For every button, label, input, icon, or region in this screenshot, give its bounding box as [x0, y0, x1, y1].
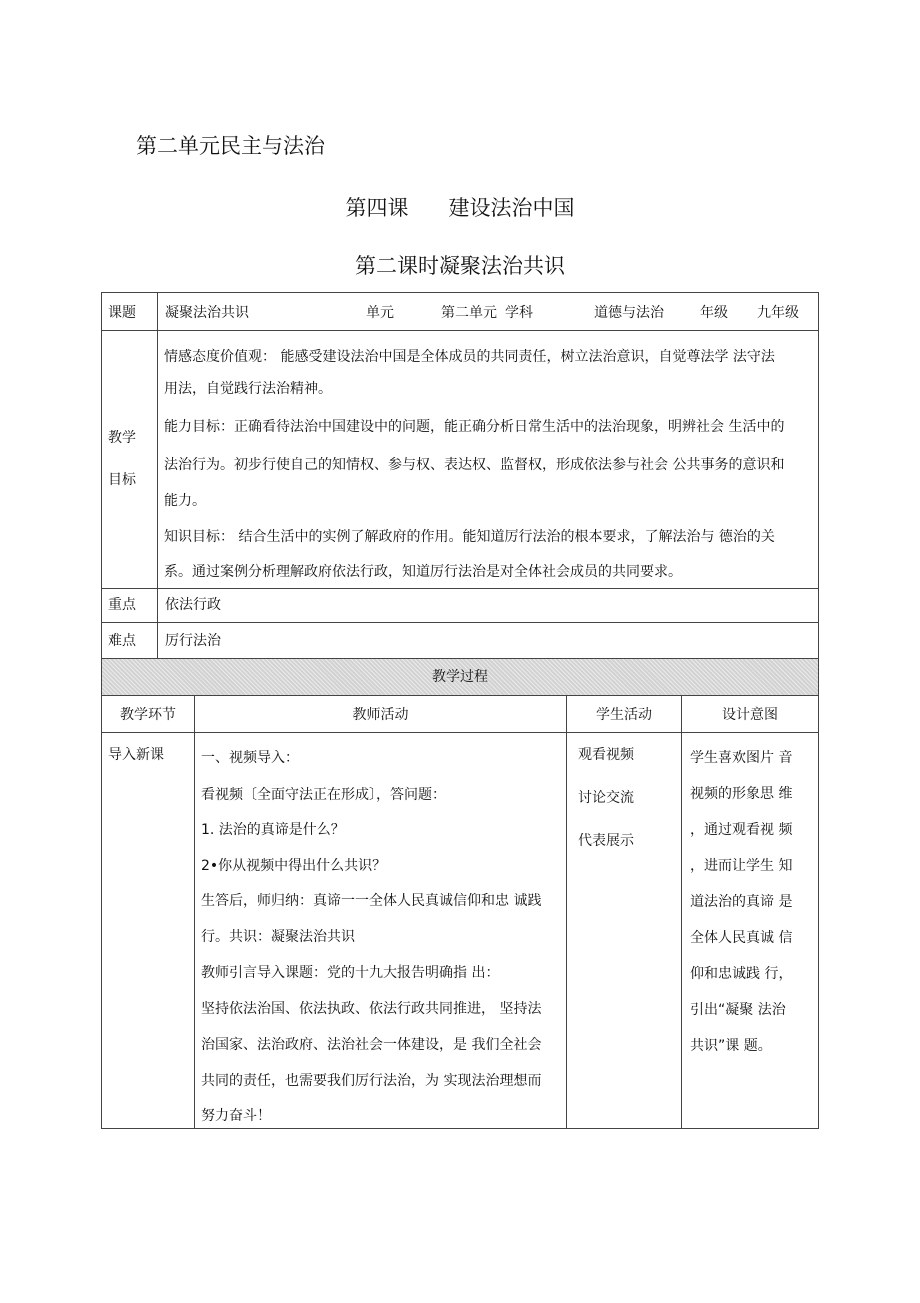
rule	[101, 658, 819, 659]
unit-title: 第二单元民主与法治	[136, 134, 325, 158]
intent-line: 仰和忠诚践 行，	[690, 966, 793, 982]
column-header-student: 学生活动	[596, 707, 652, 723]
unit-value: 第二单元	[441, 305, 497, 321]
teacher-line: 一、视频导入：	[201, 750, 299, 766]
student-activity: 代表展示	[578, 833, 634, 849]
rule	[681, 695, 682, 1129]
teacher-line: 生答后，师归纳：真谛一一全体人民真诚信仰和忠 诚践	[201, 893, 542, 909]
rule-top	[101, 292, 819, 293]
student-activity: 观看视频	[578, 747, 634, 763]
column-header-teacher: 教师活动	[352, 707, 409, 723]
intent-line: 学生喜欢图片 音	[690, 750, 793, 766]
intent-line: ，通过观看视 频	[690, 822, 793, 838]
rule	[101, 732, 819, 733]
teacher-line: 治国家、法治政府、法治社会一体建设，是 我们全社会	[201, 1037, 542, 1053]
objectives-line: 法治行为。初步行使自己的知情权、参与权、表达权、监督权，形成依法参与社会 公共事务的意识和	[164, 457, 785, 473]
teacher-line: 努力奋斗！	[201, 1108, 271, 1124]
key-point-label: 重点	[108, 597, 136, 613]
grade-value: 九年级	[757, 305, 799, 321]
teacher-line: 2•你从视频中得出什么共识？	[201, 858, 387, 874]
grade-label: 年级	[700, 305, 728, 321]
objectives-line: 能力目标：正确看待法治中国建设中的问题，能正确分析日常生活中的法治现象，明辨社会 生活中的	[164, 419, 785, 435]
rule	[194, 695, 195, 1129]
intent-line: 全体人民真诚 信	[690, 930, 793, 946]
difficulty-label: 难点	[108, 633, 136, 649]
subject-label: 学科	[505, 305, 533, 321]
stage-label: 导入新课	[108, 747, 164, 763]
teacher-line: 行。共识：凝聚法治共识	[201, 929, 355, 945]
lesson-number: 第四课	[345, 196, 409, 220]
rule	[101, 695, 819, 696]
unit-label: 单元	[366, 305, 394, 321]
objectives-line: 用法，自觉践行法治精神。	[164, 381, 332, 397]
objectives-line: 情感态度价值观： 能感受建设法治中国是全体成员的共同责任，树立法治意识，自觉尊法学 法守法	[164, 349, 775, 365]
topic-label: 课题	[108, 305, 136, 321]
objectives-label-1: 教学	[108, 430, 136, 446]
teacher-line: 看视频〔全面守法正在形成〕，答问题：	[201, 787, 446, 803]
rule	[101, 588, 819, 589]
rule-bottom	[101, 1128, 819, 1129]
teacher-line: 教师引言导入课题：党的十九大报告明确指 出：	[201, 965, 500, 981]
difficulty-value: 厉行法治	[165, 633, 221, 649]
subject-value: 道德与法治	[594, 305, 664, 321]
teacher-line: 共同的责任，也需要我们厉行法治，为 实现法治理想而	[201, 1073, 542, 1089]
rule	[101, 330, 819, 331]
rule	[101, 622, 819, 623]
process-title: 教学过程	[432, 669, 488, 685]
key-point-value: 依法行政	[165, 597, 221, 613]
objectives-line: 知识目标： 结合生活中的实例了解政府的作用。能知道厉行法治的根本要求，了解法治与 德治的关	[164, 529, 775, 545]
intent-line: 引出“凝聚 法治	[690, 1002, 786, 1018]
objectives-label-2: 目标	[108, 472, 136, 488]
column-header-stage: 教学环节	[120, 707, 176, 723]
intent-line: ，进而让学生 知	[690, 858, 793, 874]
rule	[566, 695, 567, 1129]
student-activity: 讨论交流	[578, 790, 634, 806]
objectives-line: 系。通过案例分析理解政府依法行政，知道厉行法治是对全体社会成员的共同要求。	[164, 564, 682, 580]
rule	[157, 292, 158, 659]
intent-line: 道法治的真谛 是	[690, 894, 793, 910]
intent-line: 共识”课 题。	[690, 1038, 772, 1054]
lesson-title	[0, 192, 920, 222]
teacher-line: 1. 法治的真谛是什么？	[201, 822, 345, 838]
topic-value: 凝聚法治共识	[165, 305, 249, 321]
period-title: 第二课时凝聚法治共识	[355, 254, 565, 278]
rule-right	[818, 292, 819, 1129]
teacher-line: 坚持依法治国、依法执政、依法行政共同推进， 坚持法	[201, 1001, 542, 1017]
lesson-name: 建设法治中国	[448, 196, 575, 220]
column-header-intent: 设计意图	[722, 707, 778, 723]
intent-line: 视频的形象思 维	[690, 786, 793, 802]
objectives-line: 能力。	[164, 493, 206, 509]
